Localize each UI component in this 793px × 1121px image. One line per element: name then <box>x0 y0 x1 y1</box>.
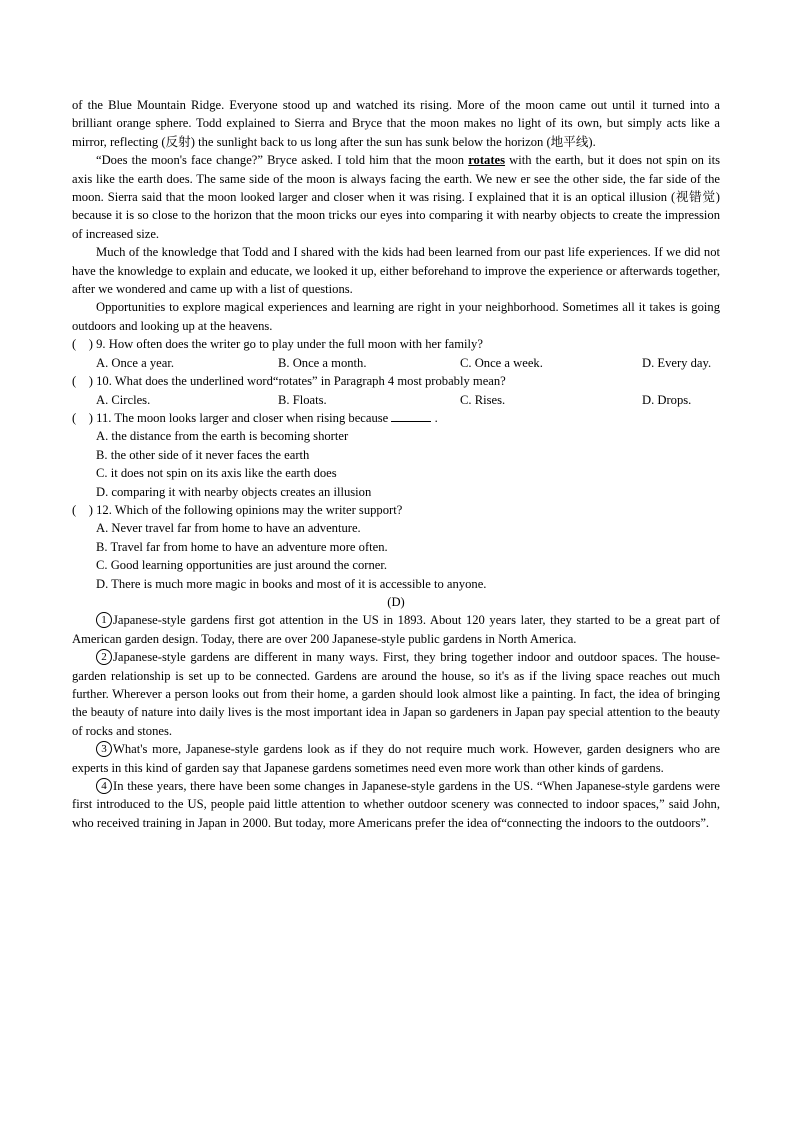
question-11-option-b: B. the other side of it never faces the earth <box>96 447 310 462</box>
question-10-option-a: A. Circles. <box>96 392 151 407</box>
question-11-stem-end: . <box>434 410 438 425</box>
answer-blank <box>391 409 431 422</box>
passage-d-paragraph-3 <box>72 740 720 777</box>
paragraph-number-2: 2 <box>96 649 112 665</box>
question-11-stem-text: ( ) 11. The moon looks larger and closer when rising because <box>72 410 389 425</box>
question-11-option-a: A. the distance from the earth is becoming shorter <box>96 429 349 444</box>
question-9-stem: ( ) 9. How often does the writer go to play under the full moon with her family? <box>72 337 483 352</box>
question-10-option-c: C. Rises. <box>460 392 506 407</box>
question-11-stem <box>72 409 720 427</box>
question-9-options <box>96 354 720 372</box>
paragraph-2-text-before: “Does the moon's face change?” Bryce asked. I told him that the moon <box>96 153 469 168</box>
passage-d-paragraph-2 <box>72 648 720 740</box>
underlined-word-rotates: rotates <box>468 153 506 168</box>
passage-d-paragraph-2-text: Japanese-style gardens are different in many ways. First, they bring together indoor and outdoor spaces. The house-garden relationship is set up to be connected. Gardens are around the house, so it's as if the living space reaches out much further. Wherever a person looks out from their home, a garden should look almost like a painting. In fact, the idea of bringing the beauty of nature into daily lives is the most important idea in Japan so gardeners in Japan pay special attention to the beauty of rocks and stones. <box>72 650 720 738</box>
paragraph-number-4: 4 <box>96 778 112 794</box>
paragraph-2-text-after: with the earth, but it does not spin on its axis like the earth does. The same side of the moon is always facing the earth. We new er see the other side, the far side of the moon. Sierra said that the moon looked larger and closer when it was rising. I explained that it is an optical illusion (视错觉) because it is so close to the horizon that the moon tricks our eyes into comparing it with nearby objects to create the impression of increased size. <box>72 153 720 241</box>
question-11-option-d: D. comparing it with nearby objects creates an illusion <box>96 484 372 499</box>
passage-c-paragraph-3: Much of the knowledge that Todd and I shared with the kids had been learned from our past life experiences. If we did not have the knowledge to explain and educate, we looked it up, either beforehand to improve the experience or afterwards together, after we wondered and came up with a list of questions. <box>72 245 720 297</box>
passage-d-paragraph-3-text: What's more, Japanese-style gardens look as if they do not require much work. However, garden designers who are experts in this kind of garden say that Japanese gardens sometimes need even more work than other kinds of gardens. <box>72 742 720 775</box>
passage-c-paragraph-4: Opportunities to explore magical experiences and learning are right in your neighborhood. Sometimes all it takes is going outdoors and looking up at the heavens. <box>72 300 720 333</box>
question-10-option-d: D. Drops. <box>642 392 692 407</box>
passage-c-paragraph-2 <box>72 151 720 243</box>
question-12-option-a: A. Never travel far from home to have an adventure. <box>96 521 361 536</box>
passage-d-paragraph-4 <box>72 777 720 832</box>
question-9-option-c: C. Once a week. <box>460 355 543 370</box>
document-page <box>72 96 720 832</box>
question-10-options <box>96 391 720 409</box>
passage-d-paragraph-1-text: Japanese-style gardens first got attention in the US in 1893. About 120 years later, they started to be a great part of American garden design. Today, there are over 200 Japanese-style public gardens in North America. <box>72 613 720 646</box>
passage-d-heading: (D) <box>387 594 405 609</box>
question-9-option-a: A. Once a year. <box>96 355 174 370</box>
question-11-option-c: C. it does not spin on its axis like the earth does <box>96 466 337 481</box>
paragraph-number-1: 1 <box>96 612 112 628</box>
question-9-option-d: D. Every day. <box>642 355 712 370</box>
question-12-option-c: C. Good learning opportunities are just around the corner. <box>96 558 387 573</box>
passage-d-paragraph-1 <box>72 611 720 648</box>
question-9-option-b: B. Once a month. <box>278 355 367 370</box>
question-12-stem: ( ) 12. Which of the following opinions may the writer support? <box>72 502 403 517</box>
question-12-option-d: D. There is much more magic in books and most of it is accessible to anyone. <box>96 576 487 591</box>
passage-c-paragraph-1: of the Blue Mountain Ridge. Everyone stood up and watched its rising. More of the moon came out until it turned into a brilliant orange sphere. Todd explained to Sierra and Bryce that the moon makes no light of its own, but simply acts like a mirror, reflecting (反射) the sunlight back to us long after the sun has sunk below the horizon (地平线). <box>72 98 720 149</box>
question-10-option-b: B. Floats. <box>278 392 327 407</box>
paragraph-number-3: 3 <box>96 741 112 757</box>
question-12-option-b: B. Travel far from home to have an adventure more often. <box>96 539 388 554</box>
passage-d-paragraph-4-text: In these years, there have been some changes in Japanese-style gardens in the US. “When Japanese-style gardens were first introduced to the US, people paid little attention to whether outdoor scenery was connected to indoor spaces,” said John, who received training in Japan in 2000. But today, more Americans prefer the idea of“connecting the indoors to the outdoors”. <box>72 779 720 830</box>
question-10-stem: ( ) 10. What does the underlined word“rotates” in Paragraph 4 most probably mean? <box>72 374 506 389</box>
